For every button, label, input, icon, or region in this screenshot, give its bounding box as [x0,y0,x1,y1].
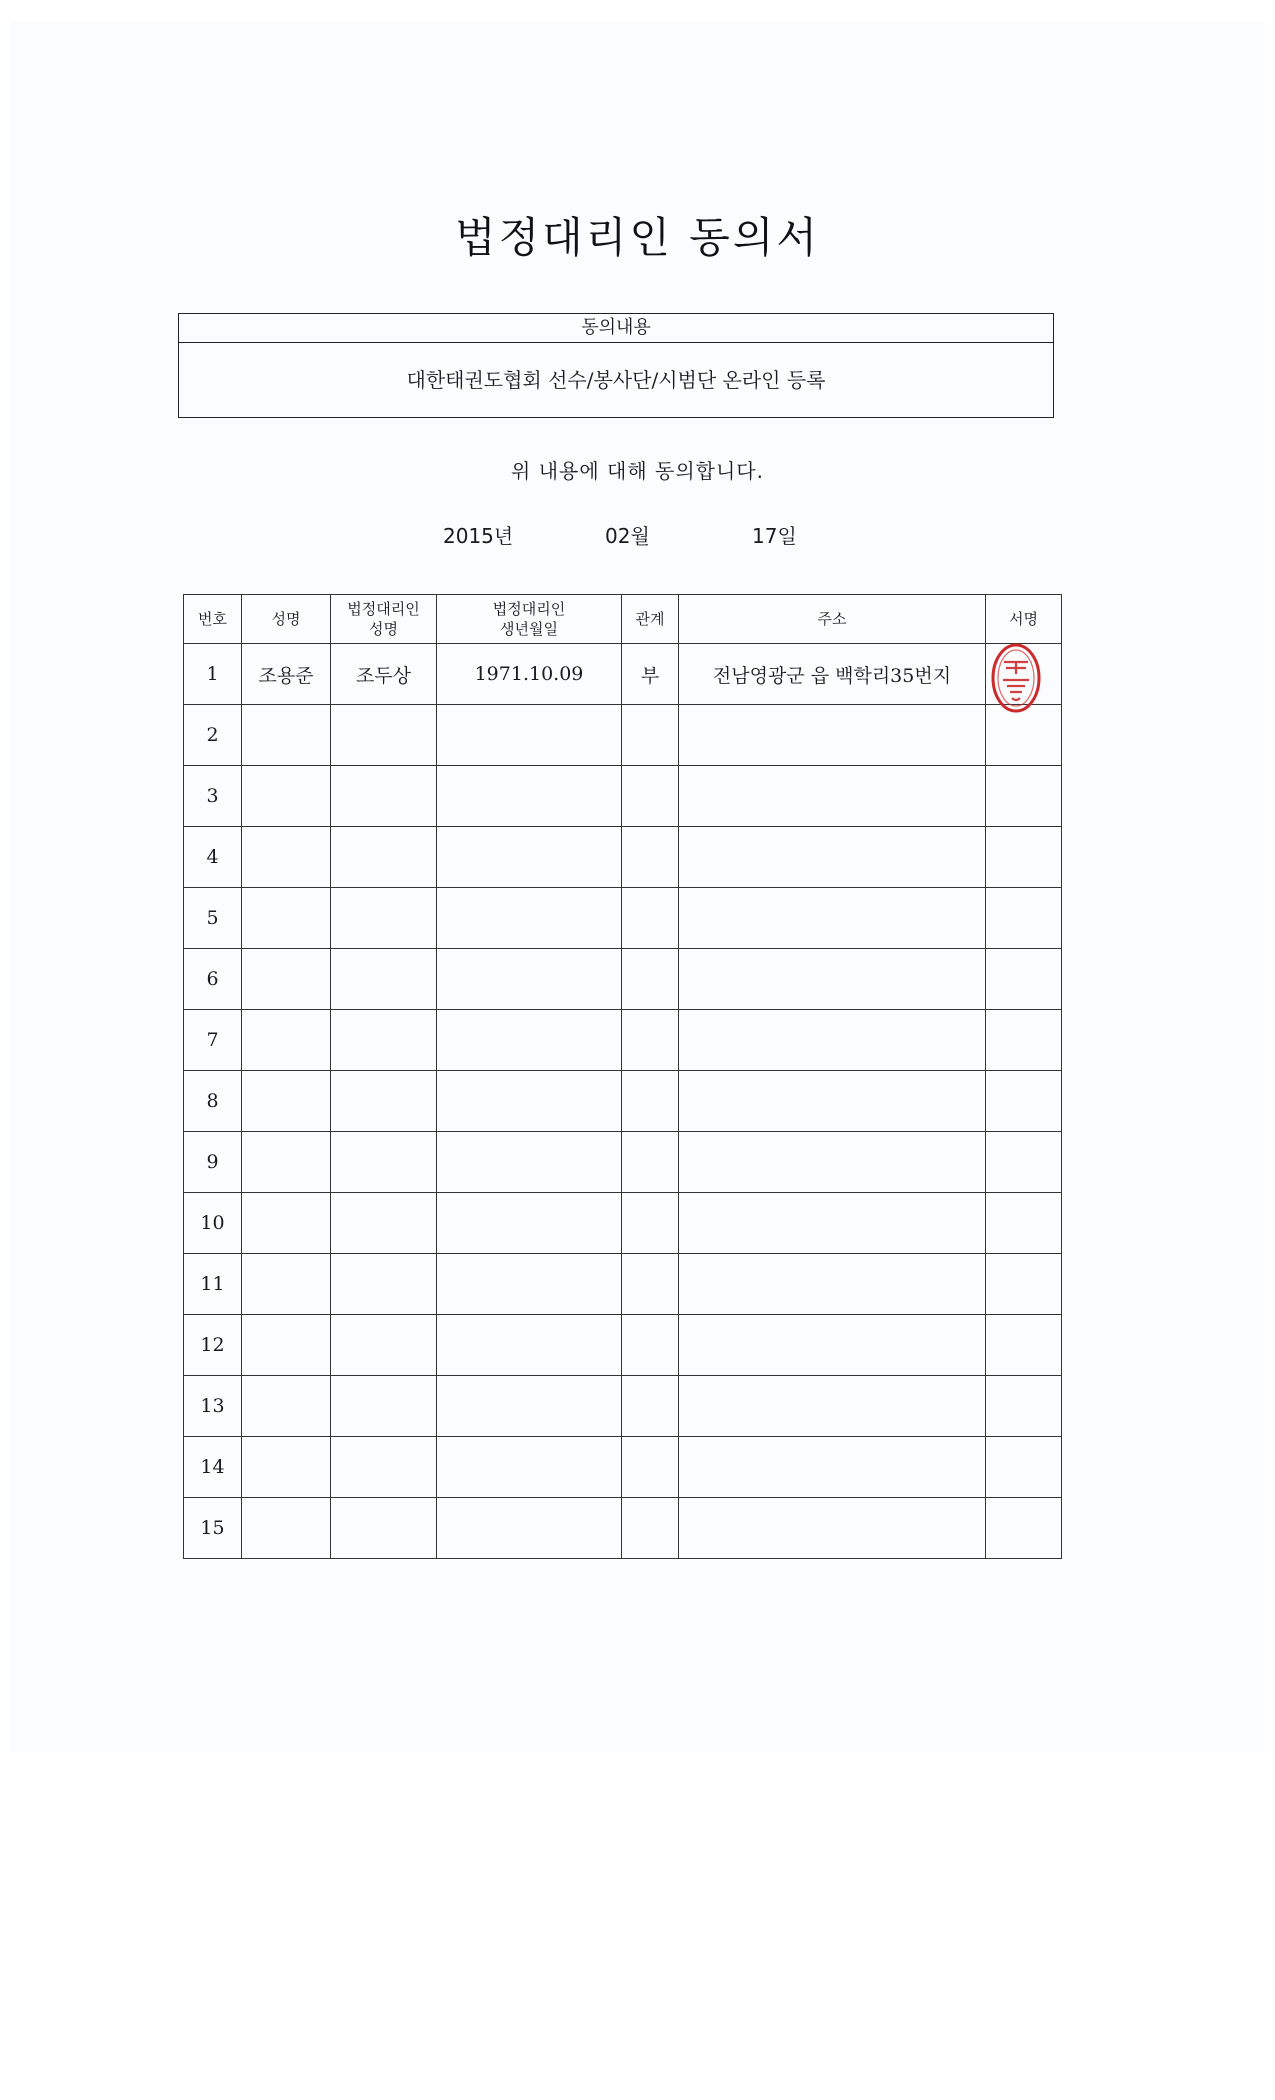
row-number-cell: 9 [184,1132,242,1193]
table-row [184,827,1062,888]
signature-cell [986,1132,1062,1193]
signature-cell [986,1437,1062,1498]
signature-cell [986,1315,1062,1376]
relation-cell [622,949,679,1010]
document-title: 법정대리인 동의서 [455,213,820,262]
header-signature: 서명 [986,595,1062,644]
table-row [184,949,1062,1010]
agreement-statement: 위 내용에 대해 동의합니다. [511,459,764,483]
guardian-birthdate-cell [437,705,622,766]
guardian-name-cell [331,1193,437,1254]
student-name-cell [242,705,331,766]
table-row [184,1010,1062,1071]
guardian-birthdate-cell [437,949,622,1010]
address-cell [679,766,986,827]
guardian-birthdate-cell [437,888,622,949]
table-row [184,644,1062,705]
relation-cell [622,1498,679,1559]
header-name: 성명 [242,595,331,644]
student-name-cell [242,1376,331,1437]
table-header-row [184,595,1062,644]
guardian-name-cell [331,1498,437,1559]
student-name-cell [242,1132,331,1193]
address-cell [679,1498,986,1559]
relation-cell [622,888,679,949]
row-number-cell: 6 [184,949,242,1010]
guardian-name-cell [331,705,437,766]
table-row [184,888,1062,949]
student-name-cell [242,1437,331,1498]
date-year: 2015년 [443,524,514,548]
signature-cell [986,1010,1062,1071]
address-cell: 전남영광군 읍 백학리35번지 [679,644,986,705]
guardian-name-cell [331,1132,437,1193]
address-cell [679,1437,986,1498]
guardian-name-cell [331,888,437,949]
guardian-birthdate-cell [437,1498,622,1559]
address-cell [679,827,986,888]
red-seal-stamp-icon [990,642,1042,714]
signature-cell [986,705,1062,766]
guardian-birthdate-cell [437,1071,622,1132]
row-number-cell: 2 [184,705,242,766]
relation-cell [622,1254,679,1315]
guardian-name-cell [331,1010,437,1071]
signature-cell [986,644,1062,705]
student-name-cell: 조용준 [242,644,331,705]
address-cell [679,1071,986,1132]
guardian-birthdate-cell [437,1437,622,1498]
consent-body: 대한태권도협회 선수/봉사단/시범단 온라인 등록 [406,368,826,392]
row-number-cell: 12 [184,1315,242,1376]
consent-content-box [178,313,1054,418]
consent-header: 동의내용 [179,314,1053,343]
guardian-birthdate-cell: 1971.10.09 [437,644,622,705]
relation-cell [622,705,679,766]
signature-cell [986,888,1062,949]
signature-cell [986,1254,1062,1315]
relation-cell [622,1071,679,1132]
guardian-birthdate-cell [437,1010,622,1071]
table-row [184,1498,1062,1559]
header-guardian-birth-line2: 생년월일 [500,620,558,638]
date-day: 17일 [752,524,797,548]
header-address: 주소 [679,595,986,644]
row-number-cell: 10 [184,1193,242,1254]
guardian-name-cell [331,827,437,888]
signature-cell [986,827,1062,888]
address-cell [679,1254,986,1315]
student-name-cell [242,1254,331,1315]
relation-cell [622,1376,679,1437]
guardian-birthdate-cell [437,766,622,827]
address-cell [679,1315,986,1376]
address-cell [679,1376,986,1437]
row-number-cell: 5 [184,888,242,949]
guardian-birthdate-cell [437,827,622,888]
row-number-cell: 4 [184,827,242,888]
row-number-cell: 14 [184,1437,242,1498]
address-cell [679,705,986,766]
table-row [184,1376,1062,1437]
guardian-name-cell [331,766,437,827]
student-name-cell [242,827,331,888]
guardian-birthdate-cell [437,1254,622,1315]
table-row [184,1071,1062,1132]
relation-cell [622,1315,679,1376]
guardian-name-cell [331,1437,437,1498]
relation-cell [622,827,679,888]
student-name-cell [242,1071,331,1132]
table-row [184,1437,1062,1498]
header-relation: 관계 [622,595,679,644]
guardian-birthdate-cell [437,1376,622,1437]
address-cell [679,949,986,1010]
date-month: 02월 [605,524,650,548]
relation-cell [622,1437,679,1498]
relation-cell [622,1132,679,1193]
header-no: 번호 [184,595,242,644]
row-number-cell: 7 [184,1010,242,1071]
signature-cell [986,1376,1062,1437]
table-row [184,1132,1062,1193]
header-guardian-name [331,595,437,644]
signature-cell [986,766,1062,827]
guardian-name-cell [331,1071,437,1132]
relation-cell: 부 [622,644,679,705]
table-row [184,1254,1062,1315]
address-cell [679,1132,986,1193]
signature-cell [986,949,1062,1010]
student-name-cell [242,1193,331,1254]
row-number-cell: 3 [184,766,242,827]
guardian-birthdate-cell [437,1193,622,1254]
address-cell [679,1010,986,1071]
signature-cell [986,1193,1062,1254]
student-name-cell [242,766,331,827]
student-name-cell [242,1010,331,1071]
table-row [184,705,1062,766]
row-number-cell: 8 [184,1071,242,1132]
guardian-name-cell: 조두상 [331,644,437,705]
guardian-birthdate-cell [437,1315,622,1376]
guardian-name-cell [331,949,437,1010]
guardian-name-cell [331,1315,437,1376]
header-guardian-name-line1: 법정대리인 [347,599,420,618]
student-name-cell [242,1315,331,1376]
table-row [184,1193,1062,1254]
relation-cell [622,1193,679,1254]
row-number-cell: 15 [184,1498,242,1559]
student-name-cell [242,949,331,1010]
relation-cell [622,1010,679,1071]
address-cell [679,1193,986,1254]
row-number-cell: 1 [184,644,242,705]
guardian-name-cell [331,1376,437,1437]
student-name-cell [242,888,331,949]
guardian-consent-table [183,594,1062,1559]
row-number-cell: 13 [184,1376,242,1437]
signature-cell [986,1071,1062,1132]
row-number-cell: 11 [184,1254,242,1315]
address-cell [679,888,986,949]
signature-cell [986,1498,1062,1559]
table-row [184,766,1062,827]
table-row [184,1315,1062,1376]
header-guardian-birth [437,595,622,644]
header-guardian-name-line2: 성명 [369,620,398,638]
relation-cell [622,766,679,827]
student-name-cell [242,1498,331,1559]
header-guardian-birth-line1: 법정대리인 [492,599,566,618]
guardian-name-cell [331,1254,437,1315]
guardian-birthdate-cell [437,1132,622,1193]
